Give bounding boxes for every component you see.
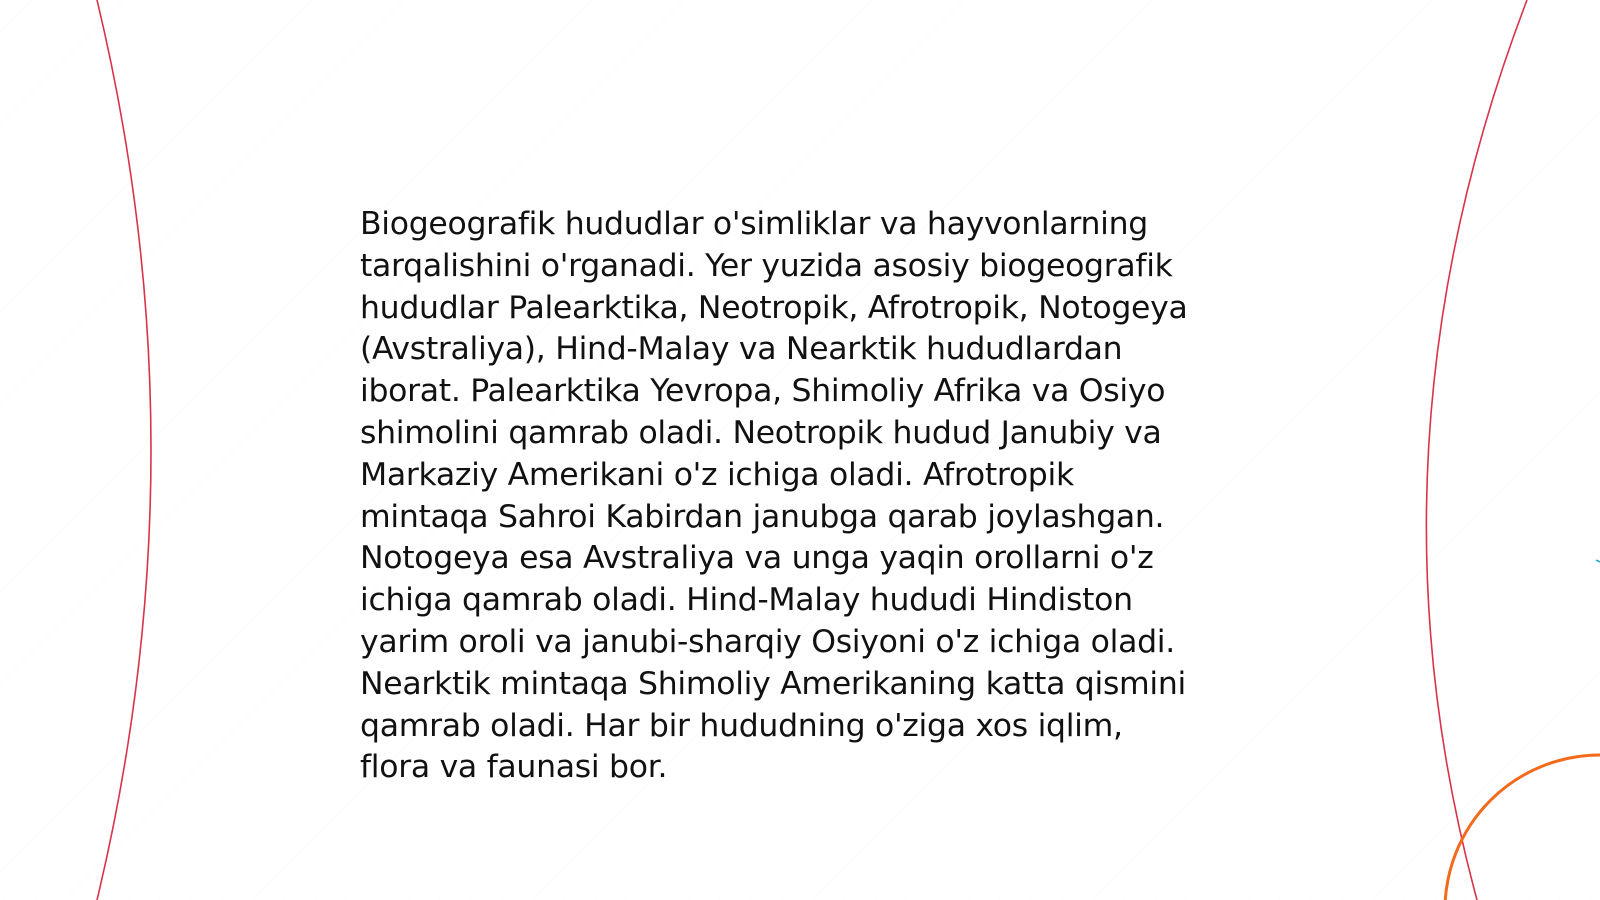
- paragraph-line: Notogeya esa Avstraliya va unga yaqin orollarni o'z: [360, 540, 1154, 577]
- paragraph-line: tarqalishini o'rganadi. Yer yuzida asosiy biogeografik: [360, 247, 1173, 284]
- orange-circle-arc: [1445, 755, 1600, 900]
- paragraph-line: Markaziy Amerikani o'z ichiga oladi. Afrotropik: [360, 456, 1074, 493]
- paragraph-line: ichiga qamrab oladi. Hind-Malay hududi Hindiston: [360, 582, 1133, 619]
- paragraph-line: qamrab oladi. Har bir hududning o'ziga xos iqlim,: [360, 707, 1123, 744]
- paragraph-line: yarim oroli va janubi-sharqiy Osiyoni o'z ichiga oladi.: [360, 623, 1175, 660]
- paragraph-line: hududlar Palearktika, Neotropik, Afrotropik, Notogeya: [360, 289, 1188, 326]
- paragraph-line: (Avstraliya), Hind-Malay va Nearktik hududlardan: [360, 331, 1123, 368]
- paragraph-line: shimolini qamrab oladi. Neotropik hudud Janubiy va: [360, 414, 1162, 451]
- left-arc: [97, 0, 151, 900]
- right-arc: [1426, 0, 1527, 900]
- paragraph-line: iborat. Palearktika Yevropa, Shimoliy Afrika va Osiyo: [360, 373, 1166, 410]
- teal-accent-mark: [1596, 560, 1600, 562]
- paragraph-line: mintaqa Sahroi Kabirdan janubga qarab joylashgan.: [360, 498, 1165, 535]
- body-paragraph: [360, 204, 1260, 789]
- paragraph-line: Biogeografik hududlar o'simliklar va hayvonlarning: [360, 206, 1148, 242]
- paragraph-line: Nearktik mintaqa Shimoliy Amerikaning katta qismini: [360, 665, 1187, 702]
- paragraph-line: flora va faunasi bor.: [360, 749, 668, 786]
